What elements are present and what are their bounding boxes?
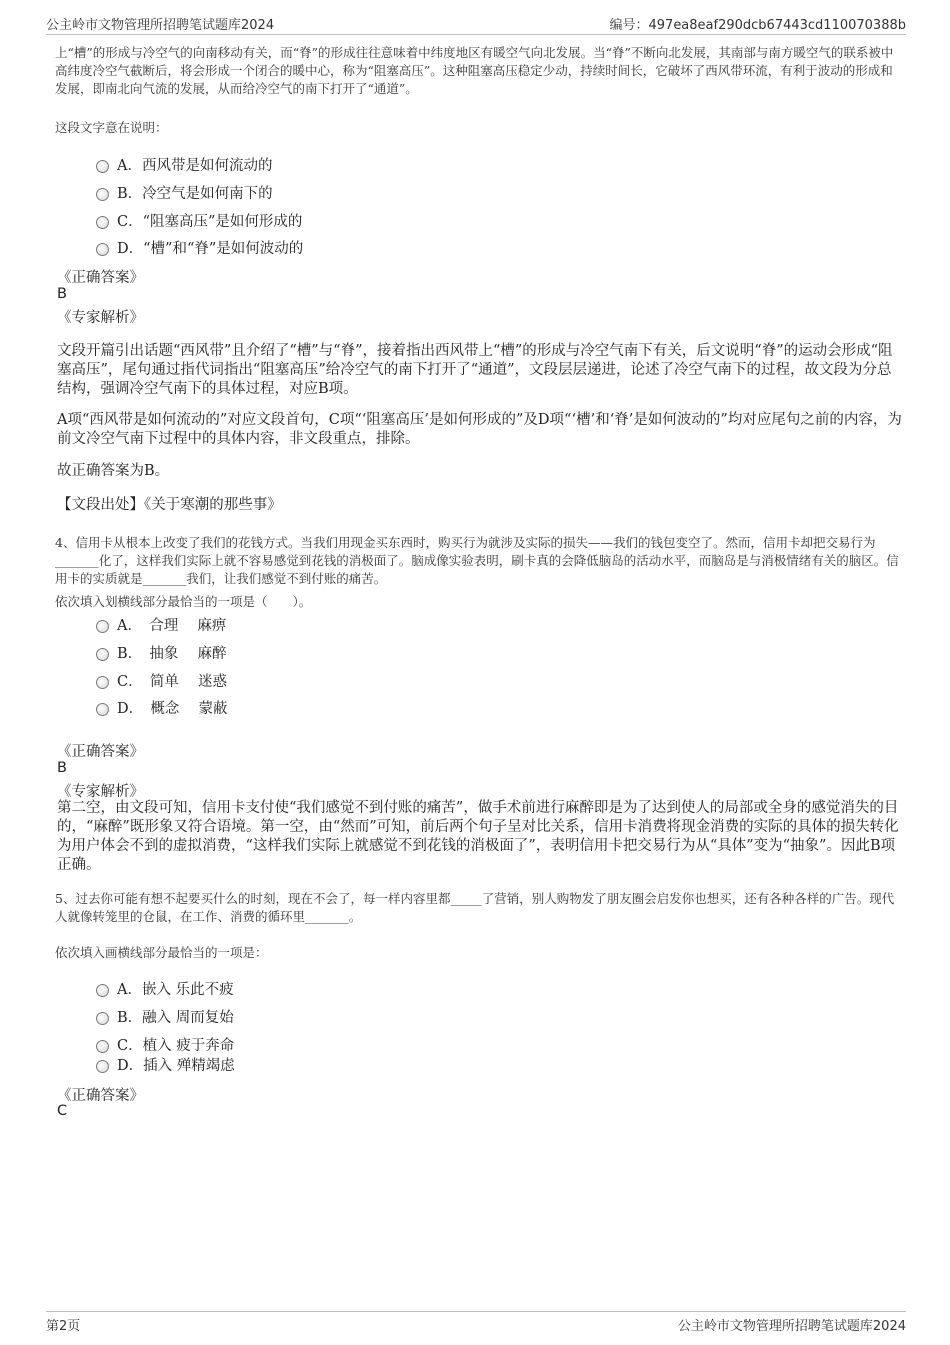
q3-analysis-para-2: A项“西风带是如何流动的”对应文段首句，C项“‘阻塞高压’是如何形成的”及D项“‘槽’和‘脊’是如何波动的”均对应尾句之前的内容，为前文冷空气南下过程中的具体内容，非文段重点，排除。 [57,412,902,447]
q4-option-d[interactable] [96,697,227,718]
q3-option-b[interactable] [96,182,273,203]
q4-answer: B [57,760,67,776]
q3-analysis-label: 《专家解析》 [57,310,144,326]
q5-answer-label: 《正确答案》 [57,1088,144,1104]
radio-icon[interactable] [96,216,109,229]
q4-analysis-label: 《专家解析》 [57,784,144,800]
radio-icon[interactable] [96,188,109,201]
radio-icon[interactable] [96,160,109,173]
q3-answer: B [57,286,67,302]
option-label: C． 简单 迷惑 [117,674,227,690]
q5-prompt: 依次填入画横线部分最恰当的一项是： [55,945,268,960]
q3-analysis-para-3: 故正确答案为B。 [57,463,170,479]
header-doc-id: 编号：497ea8eaf290dcb67443cd110070388b [609,18,906,33]
q5-option-c[interactable] [96,1034,234,1055]
option-label: A． 合理 麻痹 [117,618,227,634]
q4-option-c[interactable] [96,670,227,691]
radio-icon[interactable] [96,620,109,633]
header-doc-title: 公主岭市文物管理所招聘笔试题库2024 [46,18,275,33]
page-header [46,14,906,35]
option-label: A．西风带是如何流动的 [117,158,273,174]
q3-answer-label: 《正确答案》 [57,270,144,286]
option-label: A．嵌入 乐此不疲 [117,982,234,998]
q3-option-c[interactable] [96,210,302,231]
radio-icon[interactable] [96,1040,109,1053]
q5-passage: 5、过去你可能有想不起要买什么的时刻，现在不会了，每一样内容里都_____了营销，别人购物发了朋友圈会启发你也想买，还有各种各样的广告。现代人就像转笼里的仓鼠，在工作、消费的循环里_______。 [55,891,895,924]
q4-answer-label: 《正确答案》 [57,744,144,760]
q3-source: 【文段出处】《关于寒潮的那些事》 [57,497,282,513]
option-label: D．“槽”和“脊”是如何波动的 [117,241,304,257]
option-label: B． 抽象 麻醉 [117,646,227,662]
q3-option-d[interactable] [96,237,303,258]
radio-icon[interactable] [96,984,109,997]
q4-option-a[interactable] [96,614,226,635]
radio-icon[interactable] [96,703,109,716]
option-label: D． 概念 蒙蔽 [117,701,228,717]
radio-icon[interactable] [96,1012,109,1025]
q4-prompt: 依次填入划横线部分最恰当的一项是（ ）。 [55,594,312,609]
q3-option-a[interactable] [96,154,272,175]
q4-analysis: 第二空，由文段可知，信用卡支付使“我们感觉不到付账的痛苦”，做手术前进行麻醉即是为了达到使人的局部或全身的感觉消失的目的，“麻醉”既形象又符合语境。第一空，由“然而”可知，前后两个句子呈对比关系，信用卡消费将现金消费的实际的具体的损失转化为用户体会不到的虚拟消费，“这样我们实际上就感觉不到花钱的消极面了”，表明信用卡把交易行为从“具体”变为“抽象”。因此B项正确。 [57,800,899,873]
option-label: B．融入 周而复始 [117,1010,234,1026]
option-label: B．冷空气是如何南下的 [117,186,273,202]
q5-option-d[interactable] [96,1054,235,1075]
q5-option-a[interactable] [96,978,234,999]
footer-page-number: 第2页 [46,1319,81,1334]
footer-doc-title: 公主岭市文物管理所招聘笔试题库2024 [677,1319,906,1334]
q3-analysis-para-1: 文段开篇引出话题“西风带”且介绍了“槽”与“脊”，接着指出西风带上“槽”的形成与冷空气南下有关，后文说明“脊”的运动会形成“阻塞高压”，尾句通过指代词指出“阻塞高压”给冷空气的南下打开了“通道”，文段层层递进，论述了冷空气南下的过程，故文段为分总结构，强调冷空气南下的具体过程，对应B项。 [57,343,893,397]
page-footer [46,1311,906,1334]
q5-answer: C [57,1103,68,1119]
radio-icon[interactable] [96,243,109,256]
q4-passage: 4、信用卡从根本上改变了我们的花钱方式。当我们用现金买东西时，购买行为就涉及实际的损失——我们的钱包变空了。然而，信用卡却把交易行为_______化了，这样我们实际上就不容易感觉到花钱的消极面了。脑成像实验表明，刷卡真的会降低脑岛的活动水平，而脑岛是与消极情绪有关的脑区。信用卡的实质就是_______我们，让我们感觉不到付账的痛苦。 [55,535,899,586]
q3-passage: 上“槽”的形成与冷空气的向南移动有关，而“脊”的形成往往意味着中纬度地区有暖空气向北发展。当“脊”不断向北发展，其南部与南方暖空气的联系被中高纬度冷空气截断后，将会形成一个闭合的暖中心，称为“阻塞高压”。这种阻塞高压稳定少动，持续时间长，它破坏了西风带环流，有利于波动的形成和发展，即南北向气流的发展，从而给冷空气的南下打开了“通道”。 [55,45,894,96]
radio-icon[interactable] [96,648,109,661]
q3-prompt: 这段文字意在说明： [55,120,168,135]
radio-icon[interactable] [96,676,109,689]
option-label: C．植入 疲于奔命 [117,1038,235,1054]
option-label: C．“阻塞高压”是如何形成的 [117,214,303,230]
option-label: D．插入 殚精竭虑 [117,1058,235,1074]
q4-option-b[interactable] [96,642,227,663]
radio-icon[interactable] [96,1060,109,1073]
q5-option-b[interactable] [96,1006,234,1027]
